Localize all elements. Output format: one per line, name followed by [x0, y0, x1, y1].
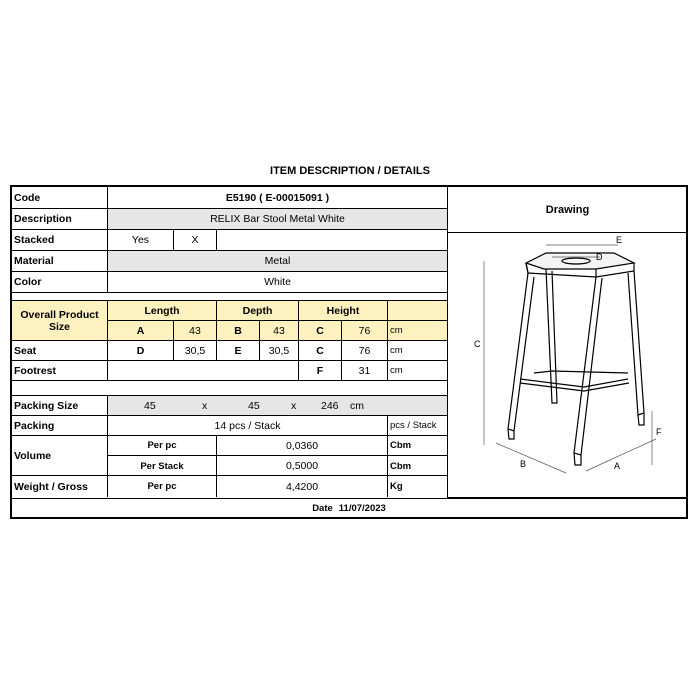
- details-table: [10, 185, 688, 519]
- packing-size-depth: 45: [248, 399, 260, 412]
- description-row: [12, 209, 447, 230]
- volume-label: Volume: [14, 449, 52, 462]
- date-row: [12, 498, 686, 517]
- code-value: E5190 ( E-00015091 ): [107, 187, 447, 208]
- drawing-label-a: A: [614, 461, 621, 471]
- footrest-row: [12, 361, 447, 381]
- packing-size-label: Packing Size: [12, 396, 107, 415]
- volume-per-pc-unit: Cbm: [387, 436, 447, 456]
- unit-header: [387, 301, 447, 321]
- description-label: Description: [14, 213, 72, 225]
- packing-row: [12, 416, 447, 436]
- bar-stool-icon: [448, 233, 687, 487]
- date-label: Date: [312, 502, 333, 514]
- drawing-label-f: F: [656, 427, 662, 437]
- weight-label: Weight / Gross: [14, 480, 88, 493]
- dim-a-label: A: [107, 321, 173, 340]
- dim-f-label: F: [298, 361, 341, 380]
- page-title: ITEM DESCRIPTION / DETAILS: [270, 165, 430, 177]
- material-label: Material: [12, 251, 107, 271]
- packing-label: Packing: [14, 419, 55, 432]
- packing-size-row: [12, 396, 447, 416]
- stacked-value: Yes: [107, 230, 173, 250]
- packing-size-unit: cm: [350, 399, 364, 412]
- packing-size-x2: x: [291, 399, 297, 412]
- color-label: Color: [14, 276, 42, 288]
- depth-header: Depth: [216, 301, 298, 321]
- code-label: Code: [14, 191, 41, 204]
- drawing-label-d: D: [596, 252, 603, 262]
- dim-b-label: B: [216, 321, 259, 340]
- drawing-label-c: C: [474, 339, 481, 349]
- volume-per-stack-unit: Cbm: [387, 456, 447, 476]
- overall-values-row: [12, 321, 447, 341]
- material-value: Metal: [107, 251, 447, 271]
- volume-per-stack-label: Per Stack: [107, 456, 216, 476]
- footrest-empty: [107, 361, 298, 380]
- packing-size-height: 246: [321, 399, 339, 412]
- dim-e-value: 30,5: [259, 341, 298, 360]
- packing-unit: pcs / Stack: [387, 416, 447, 435]
- seat-unit: cm: [387, 341, 447, 360]
- description-value: RELIX Bar Stool Metal White: [107, 209, 447, 229]
- volume-row: [12, 436, 447, 476]
- volume-per-stack-value: 0,5000: [216, 456, 387, 476]
- dim-b-value: 43: [259, 321, 298, 340]
- packing-size-x1: x: [202, 399, 208, 412]
- dim-e-label: E: [216, 341, 259, 360]
- seat-label: Seat: [14, 344, 37, 357]
- packing-size-values: [107, 396, 447, 415]
- date-value: 11/07/2023: [338, 502, 386, 514]
- length-header: Length: [107, 301, 216, 321]
- color-value: White: [107, 272, 447, 292]
- stacked-empty: [216, 230, 447, 250]
- dim-f-value: 31: [341, 361, 387, 380]
- footrest-unit: cm: [387, 361, 447, 380]
- drawing-label-e: E: [616, 235, 623, 245]
- weight-unit: Kg: [387, 476, 447, 497]
- packing-size-length: 45: [144, 399, 156, 412]
- overall-label: Overall Product Size: [12, 301, 107, 341]
- details-left: [12, 187, 447, 517]
- volume-per-pc-label: Per pc: [107, 436, 216, 456]
- stacked-row: [12, 230, 447, 251]
- weight-row: [12, 476, 447, 497]
- material-row: [12, 251, 447, 272]
- stacked-mark: X: [173, 230, 216, 250]
- height-header: Height: [298, 301, 387, 321]
- color-row: [12, 272, 447, 293]
- seat-row: [12, 341, 447, 361]
- stool-drawing: [448, 233, 687, 487]
- drawing-title: Drawing: [448, 187, 687, 233]
- footrest-label: Footrest: [14, 364, 56, 377]
- weight-value: 4,4200: [216, 476, 387, 497]
- overall-unit: cm: [387, 321, 447, 340]
- drawing-panel: [447, 187, 687, 498]
- drawing-label-b: B: [520, 459, 527, 469]
- dim-c-label: C: [298, 321, 341, 340]
- seat-c-value: 76: [341, 341, 387, 360]
- dim-d-label: D: [107, 341, 173, 360]
- code-row: [12, 187, 447, 209]
- packing-value: 14 pcs / Stack: [107, 416, 387, 435]
- volume-per-pc-value: 0,0360: [216, 436, 387, 456]
- dim-a-value: 43: [173, 321, 216, 340]
- weight-per-pc-label: Per pc: [107, 476, 216, 497]
- seat-c-label: C: [298, 341, 341, 360]
- dim-c-value: 76: [341, 321, 387, 340]
- spacer: [12, 381, 447, 396]
- dim-d-value: 30,5: [173, 341, 216, 360]
- spacer: [12, 293, 447, 301]
- stacked-label: Stacked: [14, 234, 55, 246]
